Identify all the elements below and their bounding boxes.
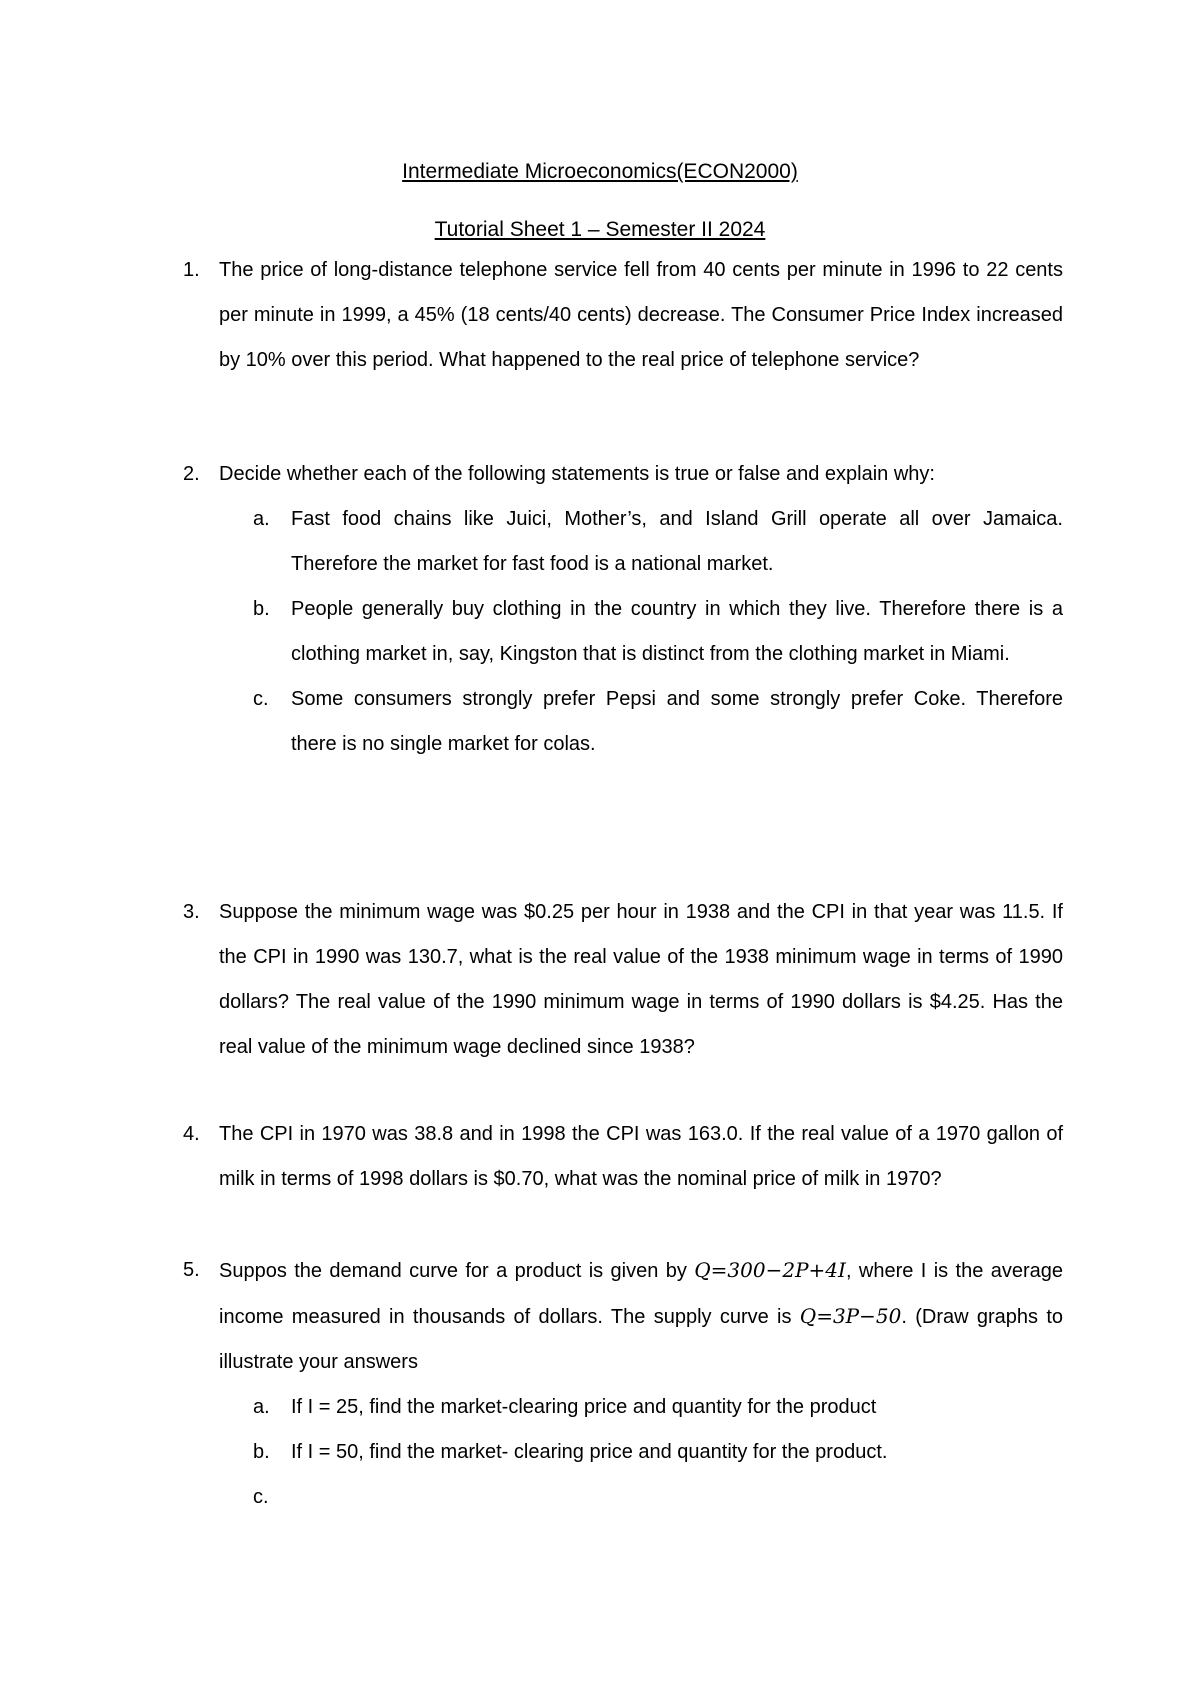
part-letter: c.: [253, 688, 269, 710]
part-text: Some consumers strongly prefer Pepsi and some strongly prefer Coke. Therefore there is no single market for colas.: [291, 688, 1063, 755]
part-letter: a.: [253, 1396, 270, 1418]
demand-equation: Q=300−2P+4I: [694, 1258, 846, 1282]
question-number: 5.: [183, 1259, 200, 1281]
question-text-part: Suppos the demand curve for a product is given by: [219, 1260, 695, 1282]
part-text: If I = 25, find the market-clearing price and quantity for the product: [291, 1396, 877, 1418]
document-title: Intermediate Microeconomics(ECON2000): [402, 160, 798, 183]
part-letter: b.: [253, 1441, 270, 1463]
question-text-part: , where I is the average income measured in thousands of dollars. The supply curve is: [219, 1260, 1064, 1328]
question-text: [219, 1248, 1063, 1385]
question-part-b: [253, 1430, 1063, 1475]
question-number: 4.: [183, 1123, 200, 1145]
question-part-a: [253, 497, 1063, 587]
question-part-c: [253, 1475, 1063, 1520]
question-text: The price of long-distance telephone service fell from 40 cents per minute in 1996 to 22 cents per minute in 1999, a 45% (18 cents/40 cents) decrease. The Consumer Price Index increased by 10% over this period. What happened to the real price of telephone service?: [219, 259, 1063, 371]
question-1: [183, 248, 1063, 383]
part-text: If I = 50, find the market- clearing price and quantity for the product.: [291, 1441, 888, 1463]
question-text: The CPI in 1970 was 38.8 and in 1998 the CPI was 163.0. If the real value of a 1970 gallon of milk in terms of 1998 dollars is $0.70, what was the nominal price of milk in 1970?: [219, 1123, 1063, 1190]
part-text: People generally buy clothing in the country in which they live. Therefore there is a clothing market in, say, Kingston that is distinct from the clothing market in Miami.: [291, 598, 1063, 665]
part-letter: b.: [253, 598, 270, 620]
part-text: Fast food chains like Juici, Mother’s, and Island Grill operate all over Jamaica. Therefore the market for fast food is a national market.: [291, 508, 1063, 575]
question-3: [183, 890, 1063, 1070]
question-part-a: [253, 1385, 1063, 1430]
question-text: Decide whether each of the following statements is true or false and explain why:: [219, 463, 935, 485]
question-4: [183, 1112, 1063, 1202]
question-part-b: [253, 587, 1063, 677]
question-text-part: . (Draw graphs to illustrate your answers: [219, 1306, 1063, 1373]
question-number: 2.: [183, 463, 200, 485]
part-letter: a.: [253, 508, 270, 530]
question-number: 3.: [183, 901, 200, 923]
question-number: 1.: [183, 259, 200, 281]
question-5: [183, 1248, 1063, 1520]
question-text: Suppose the minimum wage was $0.25 per hour in 1938 and the CPI in that year was 11.5. If the CPI in 1990 was 130.7, what is the real value of the 1938 minimum wage in terms of 1990 dollars? The real value of the 1990 minimum wage in terms of 1990 dollars is $4.25. Has the real value of the minimum wage declined since 1938?: [219, 901, 1063, 1058]
part-letter: c.: [253, 1486, 269, 1508]
document-subtitle: Tutorial Sheet 1 – Semester II 2024: [434, 218, 766, 241]
question-2: [183, 452, 1063, 767]
question-part-c: [253, 677, 1063, 767]
supply-equation: Q=3P−50: [799, 1304, 902, 1328]
